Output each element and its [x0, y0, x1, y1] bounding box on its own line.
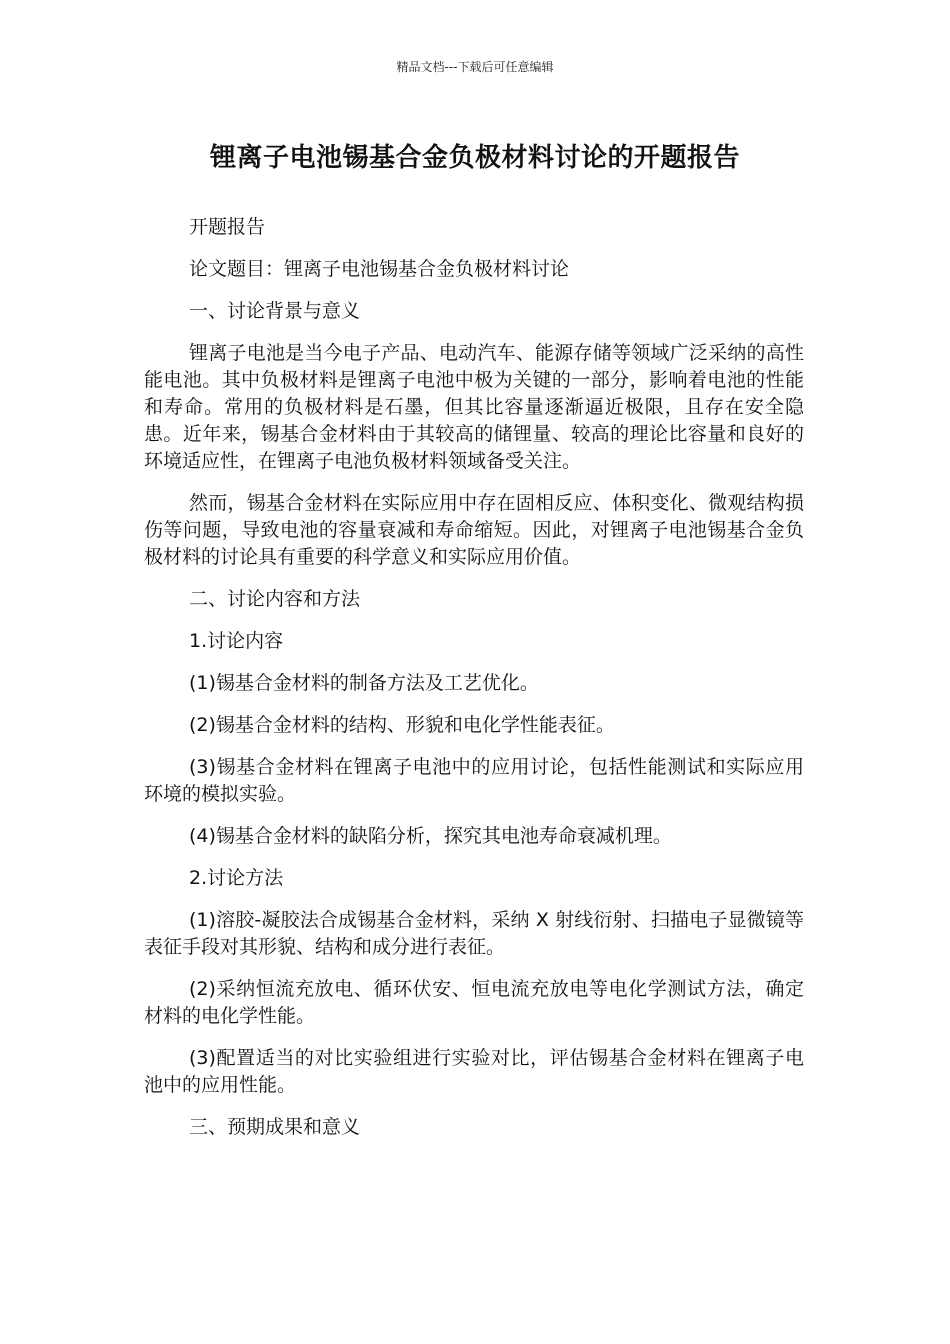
section-heading-expected-results: 三、预期成果和意义: [189, 1116, 361, 1138]
subheading-content: 1.讨论内容: [189, 630, 284, 652]
list-item: (2)采纳恒流充放电、循环伏安、恒电流充放电等电化学测试方法，确定材料的电化学性能。: [144, 978, 804, 1027]
document-body: [144, 214, 804, 1156]
paragraph-thesis-topic: 论文题目：锂离子电池锡基合金负极材料讨论: [189, 258, 570, 280]
list-item: (3)配置适当的对比实验组进行实验对比，评估锡基合金材料在锂离子电池中的应用性能。: [144, 1047, 804, 1096]
section-heading-background: 一、讨论背景与意义: [189, 300, 361, 322]
paragraph-label: 开题报告: [189, 216, 266, 238]
paragraph-background-2: 然而，锡基合金材料在实际应用中存在固相反应、体积变化、微观结构损伤等问题，导致电池的容量衰减和寿命缩短。因此，对锂离子电池锡基合金负极材料的讨论具有重要的科学意义和实际应用价值。: [144, 492, 804, 568]
list-item: (1)溶胶-凝胶法合成锡基合金材料，采纳 X 射线衍射、扫描电子显微镜等表征手段对其形貌、结构和成分进行表征。: [144, 909, 804, 958]
list-item: (4)锡基合金材料的缺陷分析，探究其电池寿命衰减机理。: [189, 825, 672, 847]
section-heading-content-methods: 二、讨论内容和方法: [189, 588, 361, 610]
subheading-methods: 2.讨论方法: [189, 867, 284, 889]
list-item: (3)锡基合金材料在锂离子电池中的应用讨论，包括性能测试和实际应用环境的模拟实验。: [144, 756, 804, 805]
header-note: 精品文档---下载后可任意编辑: [396, 60, 554, 74]
list-item: (1)锡基合金材料的制备方法及工艺优化。: [189, 672, 539, 694]
list-item: (2)锡基合金材料的结构、形貌和电化学性能表征。: [189, 714, 615, 736]
paragraph-background-1: 锂离子电池是当今电子产品、电动汽车、能源存储等领域广泛采纳的高性能电池。其中负极材料是锂离子电池中极为关键的一部分，影响着电池的性能和寿命。常用的负极材料是石墨，但其比容量逐渐逼近极限，且存在安全隐患。近年来，锡基合金材料由于其较高的储锂量、较高的理论比容量和良好的环境适应性，在锂离子电池负极材料领域备受关注。: [144, 342, 804, 472]
document-title: 锂离子电池锡基合金负极材料讨论的开题报告: [209, 143, 740, 173]
